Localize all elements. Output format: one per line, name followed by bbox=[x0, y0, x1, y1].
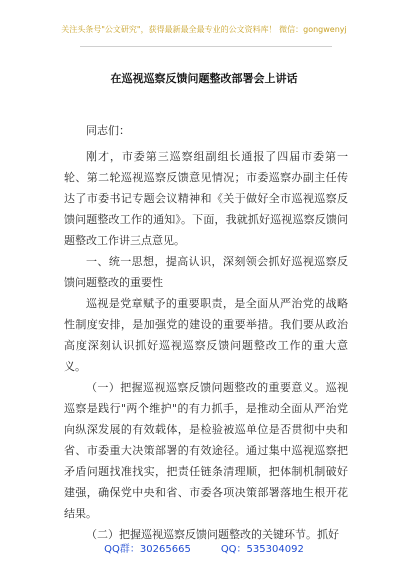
paragraph-4: （二）把握巡视巡察反馈问题整改的关键环节。抓好 bbox=[86, 528, 339, 541]
paragraph-1: 刚才，市委第三巡察组副组长通报了四届市委第一轮、第二轮巡视巡察反馈意见情况；市委巡察办副主任传达了市委书记专题会议精神和《关于做好全市巡视巡察反馈问题整改工作的通知》。下面，我就抓好巡视巡察反馈问题整改工作讲三点意见。 bbox=[64, 150, 348, 247]
salutation: 同志们： bbox=[86, 124, 130, 137]
paragraph-2: 巡视是党章赋予的重要职责，是全面从严治党的战略性制度安排，是加强党的建设的重要举措。我们要从政治高度深刻认识抓好巡视巡察反馈问题整改工作的重大意义。 bbox=[64, 297, 348, 373]
section-heading-1: 一、统一思想，提高认识，深刻领会抓好巡视巡察反馈问题整改的重要性 bbox=[64, 255, 348, 289]
qq-number: QQ：535304092 bbox=[220, 544, 304, 555]
header-divider bbox=[80, 46, 332, 47]
document-title: 在巡视巡察反馈问题整改部署会上讲话 bbox=[110, 72, 298, 85]
footer-contacts bbox=[0, 540, 408, 555]
qq-group: QQ群：30265665 bbox=[104, 544, 191, 555]
paragraph-3: （一）把握巡视巡察反馈问题整改的重要意义。巡视巡察是践行"两个维护"的有力抓手，是推动全面从严治党向纵深发展的有效载体，是检验被巡单位是否贯彻中央和省、市委重大决策部署的有效途径。通过集中巡视巡察把矛盾问题找准找实，把责任链条清理顺，把体制机制破好建强，确保党中央和省、市委各项决策部署落地生根开花结果。 bbox=[64, 381, 348, 520]
document-body bbox=[64, 120, 348, 545]
header-banner: 关注头条号"公文研究"，获得最新最全最专业的公文资料库！ 微信：gongwenyj bbox=[61, 25, 347, 34]
